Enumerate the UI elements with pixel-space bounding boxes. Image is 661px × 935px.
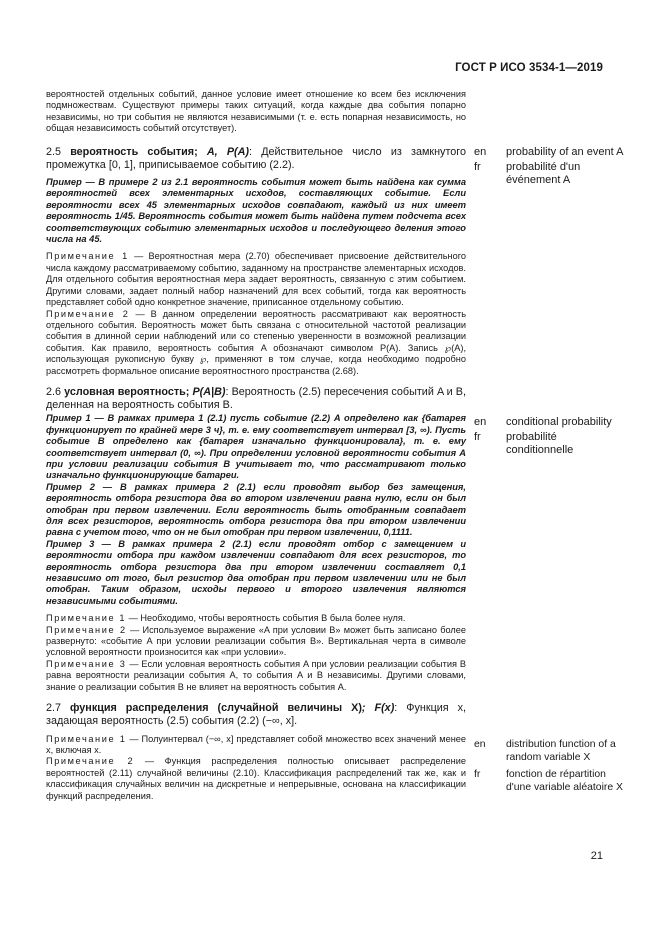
note-label: Примечание 2 [46, 756, 135, 767]
main-content [46, 89, 466, 802]
note-text: — Используемое выражение «A при условии B» может быть записано более развернуто: «событие A при условии реализации события B». Вертикальная черта в символе условной вероятности произносится как «при условии». [46, 624, 466, 658]
section-2-5-example: Пример — В примере 2 из 2.1 вероятность события может быть найдена как сумма вероятностей всех элементарных исходов, составляющих событие. Если вероятности всех 45 элементарных исходов совпадают, каждый из них имеет вероятность 1/45. Вероятность события может быть найдена путем подсчета всех соответствующих событию элементарных исходов и последующего деления этого числа на 45. [46, 177, 466, 245]
section-2-6-note-1 [46, 613, 466, 624]
definition-text: Вероятность (2.5) пересечения событий A и B, деленная на вероятность события B. [46, 385, 466, 412]
section-2-5-equivalents [474, 146, 624, 187]
section-2-6-definition [46, 386, 466, 412]
language-code: en [474, 146, 487, 158]
note-text: — Полуинтервал (−∞, x] представляет собой множество всех значений менее x, включая x. [46, 733, 466, 755]
language-code: fr [474, 161, 481, 173]
equivalent-term: conditional probability [506, 416, 612, 428]
section-2-6-note-2 [46, 625, 466, 659]
note-text: — Функция распределения полностью описывает распределение вероятностей (2.11) случайной величины (2.10). Классификация распределений так же, как и классификация случайных величин на дискретные и непрерывные, основана на классификации функций распределения. [46, 756, 466, 801]
definition-text: Действительное число из замкнутого промежутка [0, 1], приписываемое событию (2.2). [46, 145, 466, 171]
definition-text: Функция x, задающая вероятность (2.5) события (2.2) (−∞, x]. [46, 702, 467, 728]
equivalent-term: distribution function of a random variable X [506, 739, 616, 763]
term-title: функция распределения (случайной величины X) [70, 702, 362, 715]
colon: : [394, 702, 407, 715]
note-text: — В данном определении вероятность рассматривают как вероятность отдельного события. Вероятность может быть связана с относительной частотой реализации события в длинной серии наблюдений или со степенью уверенности в возможной реализации события. Как правило, вероятность события A обозначают символом P(A). Запись ℘(A), использующая рукописную букву ℘, применяют в том случае, когда необходимо подробно рассмотреть формальное описание вероятностного пространства (2.68). [46, 308, 466, 376]
equivalent-term: fonction de répartition d'une variable aléatoire X [506, 769, 623, 793]
term-title: условная вероятность; [64, 385, 193, 398]
section-2-7-definition [46, 702, 466, 728]
equivalent-term: probability of an event A [506, 146, 624, 158]
note-label: Примечание 1 [46, 733, 127, 744]
language-code: en [474, 739, 486, 750]
section-2-6-example-3: Пример 3 — В рамках примера 2 (2.1) если проводят отбор с замещением и вероятности отбора при каждом извлечении совпадают для всех резисторов, то вероятность отбора резистора два при втором извлечении составляет 0,1 независимо от того, был резистор два отобран при первом извлечении или не был отобран. Таким образом, исходы первого и второго извлечения являются независимыми событиями. [46, 538, 466, 606]
note-label: Примечание 1 [46, 251, 129, 262]
note-text: — Необходимо, чтобы вероятность события B была более нуля. [126, 613, 406, 624]
note-text: — Вероятностная мера (2.70) обеспечивает присвоение действительного числа каждому рассматриваемому событию, заданному на пространстве элементарных исходов. Для отдельного события вероятностная мера задает вероятность, связанную с этим событием. Другими словами, задает полный набор назначений для всех событий, тогда как вероятность представляет собой одно конкретное значение, приписанное отдельному событию. [46, 251, 467, 308]
english-equivalent [474, 146, 624, 159]
section-2-5-definition [46, 146, 466, 172]
section-number: 2.5 [46, 145, 71, 158]
language-code: fr [474, 431, 481, 443]
note-label: Примечание 1 [46, 613, 127, 624]
section-2-5-note-1 [46, 251, 466, 308]
term-symbol: A, P(A) [206, 145, 250, 158]
section-2-6-example-2: Пример 2 — В рамках примера 2 (2.1) если проводят выбор без замещения, вероятность отбора резистора два во втором извлечении равна нулю, если он был отобран при первом извлечении. Если вероятность быть отобранным совпадает для всех резисторов, вероятность отбора резистора два при втором извлечении равна с учетом того, что он не был отобран при первом извлечении, 0,1111. [46, 481, 466, 538]
intro-paragraph: вероятностей отдельных событий, данное условие имеет отношение ко всем без исключения подмножествам. Существуют примеры таких ситуаций, когда каждые два события попарно независимы, но три события не являются независимыми (т. е. есть попарная независимость, но общая независимость событий отсутствует). [46, 89, 466, 134]
equivalent-term: probabilité conditionnelle [506, 431, 574, 456]
page-number: 21 [590, 850, 603, 862]
note-label: Примечание 3 [46, 658, 127, 669]
section-2-6-example-1: Пример 1 — В рамках примера 1 (2.1) пусть событие (2.2) A определено как {батарея функционирует по крайней мере 3 ч}, т. е. ему соответствует интервал [3, ∞). Пусть событие B определено как {батарея изначально функционировала}, т. е. ему соответствует интервал (0, ∞). При определении условной вероятности события A при условии реализации события B учитывает то, что рассматривают только изначально функционирующие батареи. [46, 413, 466, 481]
section-2-7-equivalents [474, 738, 624, 794]
section-2-5-note-2 [46, 309, 466, 377]
document-header: ГОСТ Р ИСО 3534-1—2019 [455, 62, 603, 74]
equivalent-term: probabilité d'un événement A [506, 161, 581, 186]
colon: : [225, 385, 232, 398]
note-text: — Если условная вероятность события A при условии реализации события B равна вероятности реализации события A, то события A и B независимы. Другими словами, знание о реализации события B не влияет на вероятность события A. [46, 658, 466, 692]
section-2-6-note-3 [46, 659, 466, 693]
note-label: Примечание 2 [46, 624, 127, 635]
language-code: en [474, 416, 487, 428]
section-2-7-note-2 [46, 756, 466, 802]
language-code: fr [474, 769, 481, 780]
colon: : [249, 145, 262, 158]
french-equivalent [474, 161, 624, 187]
section-number: 2.6 [46, 385, 65, 398]
term-title: вероятность события; [70, 145, 207, 158]
french-equivalent [474, 431, 624, 457]
section-2-6-equivalents [474, 416, 624, 457]
english-equivalent [474, 738, 624, 764]
note-label: Примечание 2 [46, 308, 130, 319]
section-2-7-note-1 [46, 734, 466, 757]
term-symbol: ; F(x) [361, 702, 395, 715]
english-equivalent [474, 416, 624, 429]
term-symbol: P(A|B) [192, 385, 226, 398]
section-number: 2.7 [46, 702, 70, 715]
french-equivalent [474, 768, 624, 794]
